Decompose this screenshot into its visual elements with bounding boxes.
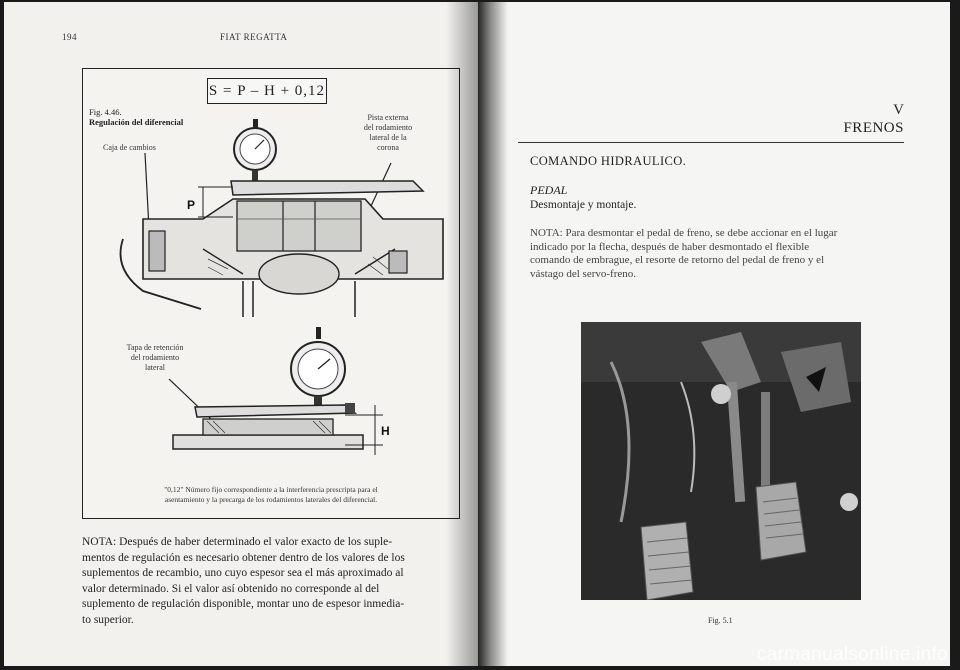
pedal-assembly-photo-icon xyxy=(581,322,861,600)
chapter-number: V xyxy=(893,102,904,118)
figure-4-46 xyxy=(82,68,460,519)
pedal-photo xyxy=(581,322,861,600)
label-pista-externa: Pista externa del rodamiento lateral de la corona xyxy=(363,113,413,152)
note-paragraph-right: NOTA: Para desmontar el pedal de freno, se debe accionar en el lugar indicado por la flecha, después de haber desmontado el flexible comando de embrague, el resorte de retorno del pedal de freno y el vástago del servo-freno. xyxy=(530,227,838,280)
dial-gauge-lower-icon xyxy=(291,327,345,410)
differential-drawing xyxy=(83,69,459,518)
figure-footnote: "0,12" Número fijo correspondiente a la interferencia prescripta para el asentamiento y la precarga de los rodamientos laterales del diferencial. xyxy=(164,485,378,504)
dimension-p-label: P xyxy=(187,198,196,212)
photo-caption: Fig. 5.1 xyxy=(708,616,733,625)
chapter-rule xyxy=(518,142,904,143)
leader-caja xyxy=(145,153,149,229)
chapter-title: FRENOS xyxy=(843,120,904,136)
formula-box: S = P – H + 0,12 xyxy=(207,78,327,104)
dimension-h-label: H xyxy=(381,424,390,438)
subsection-subtitle: Desmontaje y montaje. xyxy=(530,199,637,211)
spine-shadow-right xyxy=(478,2,508,666)
figure-title: Regulación del diferencial xyxy=(89,117,184,127)
dial-gauge-upper-icon xyxy=(234,119,276,184)
right-page xyxy=(478,2,950,666)
running-head: FIAT REGATTA xyxy=(220,32,288,42)
subsection-title: PEDAL xyxy=(530,183,568,197)
left-page xyxy=(4,2,490,666)
note-paragraph-left: NOTA: Después de haber determinado el valor exacto de los suple- mentos de regulación es necesario obtener dentro de los valores de los suplementos de recambio, uno cuyo espesor sea el más aproximado al valor determinado. Si el valor así obtenido no corresponde al del suplemento de regulación disponible, montar uno de espesor inmedia- to superior. xyxy=(82,536,405,626)
watermark: carmanualsonline.info xyxy=(756,644,948,665)
page-number: 194 xyxy=(62,32,77,42)
label-tapa-de-retencion: Tapa de retención del rodamiento lateral xyxy=(126,343,184,372)
section-title: COMANDO HIDRAULICO. xyxy=(530,154,687,168)
figure-number: Fig. 4.46. xyxy=(89,107,122,117)
label-caja-de-cambios: Caja de cambios xyxy=(103,143,156,152)
